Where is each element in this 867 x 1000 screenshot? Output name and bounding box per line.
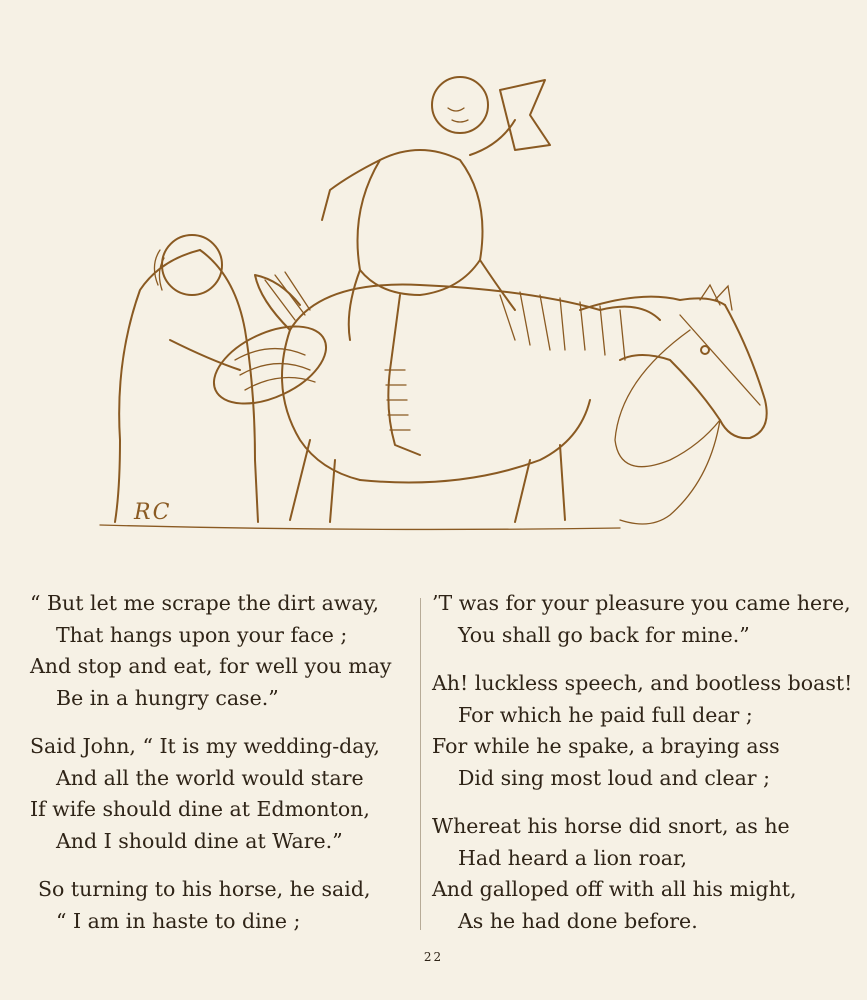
poem-line: And all the world would stare xyxy=(56,765,364,790)
column-divider xyxy=(420,598,421,930)
poem-line: And I should dine at Ware.” xyxy=(56,828,343,853)
stanza xyxy=(30,874,410,937)
poem-line: Be in a hungry case.” xyxy=(56,685,279,710)
stanza xyxy=(432,811,842,937)
stanza xyxy=(30,731,410,857)
poem-line: For which he paid full dear ; xyxy=(458,702,753,727)
poem-line: “ I am in haste to dine ; xyxy=(56,908,301,933)
poem-right-column xyxy=(432,588,853,954)
poem-line: Whereat his horse did snort, as he xyxy=(432,814,790,838)
poem-line: Had heard a lion roar, xyxy=(458,845,688,870)
illustration xyxy=(60,60,800,550)
poem-line: As he had done before. xyxy=(458,908,698,933)
stanza xyxy=(30,588,410,714)
poem-line: That hangs upon your face ; xyxy=(56,622,348,647)
poem-line: “ But let me scrape the dirt away, xyxy=(30,591,380,615)
poem-line: Said John, “ It is my wedding-day, xyxy=(30,734,380,758)
poem-line: ’T was for your pleasure you came here, xyxy=(432,591,851,615)
poem-line: Ah! luckless speech, and bootless boast! xyxy=(432,671,853,695)
stanza xyxy=(432,668,853,794)
poem-line: So turning to his horse, he said, xyxy=(38,877,371,901)
poem-left-column xyxy=(30,588,410,954)
poem-line: For while he spake, a braying ass xyxy=(432,734,780,758)
artist-signature: RC xyxy=(134,500,172,525)
poem-line: Did sing most loud and clear ; xyxy=(458,765,771,790)
poem-line: If wife should dine at Edmonton, xyxy=(30,797,370,821)
horse-rider-drawing xyxy=(60,60,800,550)
poem-line: And galloped off with all his might, xyxy=(432,877,797,901)
poem-line: And stop and eat, for well you may xyxy=(30,654,392,678)
poem-line: You shall go back for mine.” xyxy=(458,622,750,647)
stanza xyxy=(432,588,851,651)
page-number: 22 xyxy=(423,950,444,964)
